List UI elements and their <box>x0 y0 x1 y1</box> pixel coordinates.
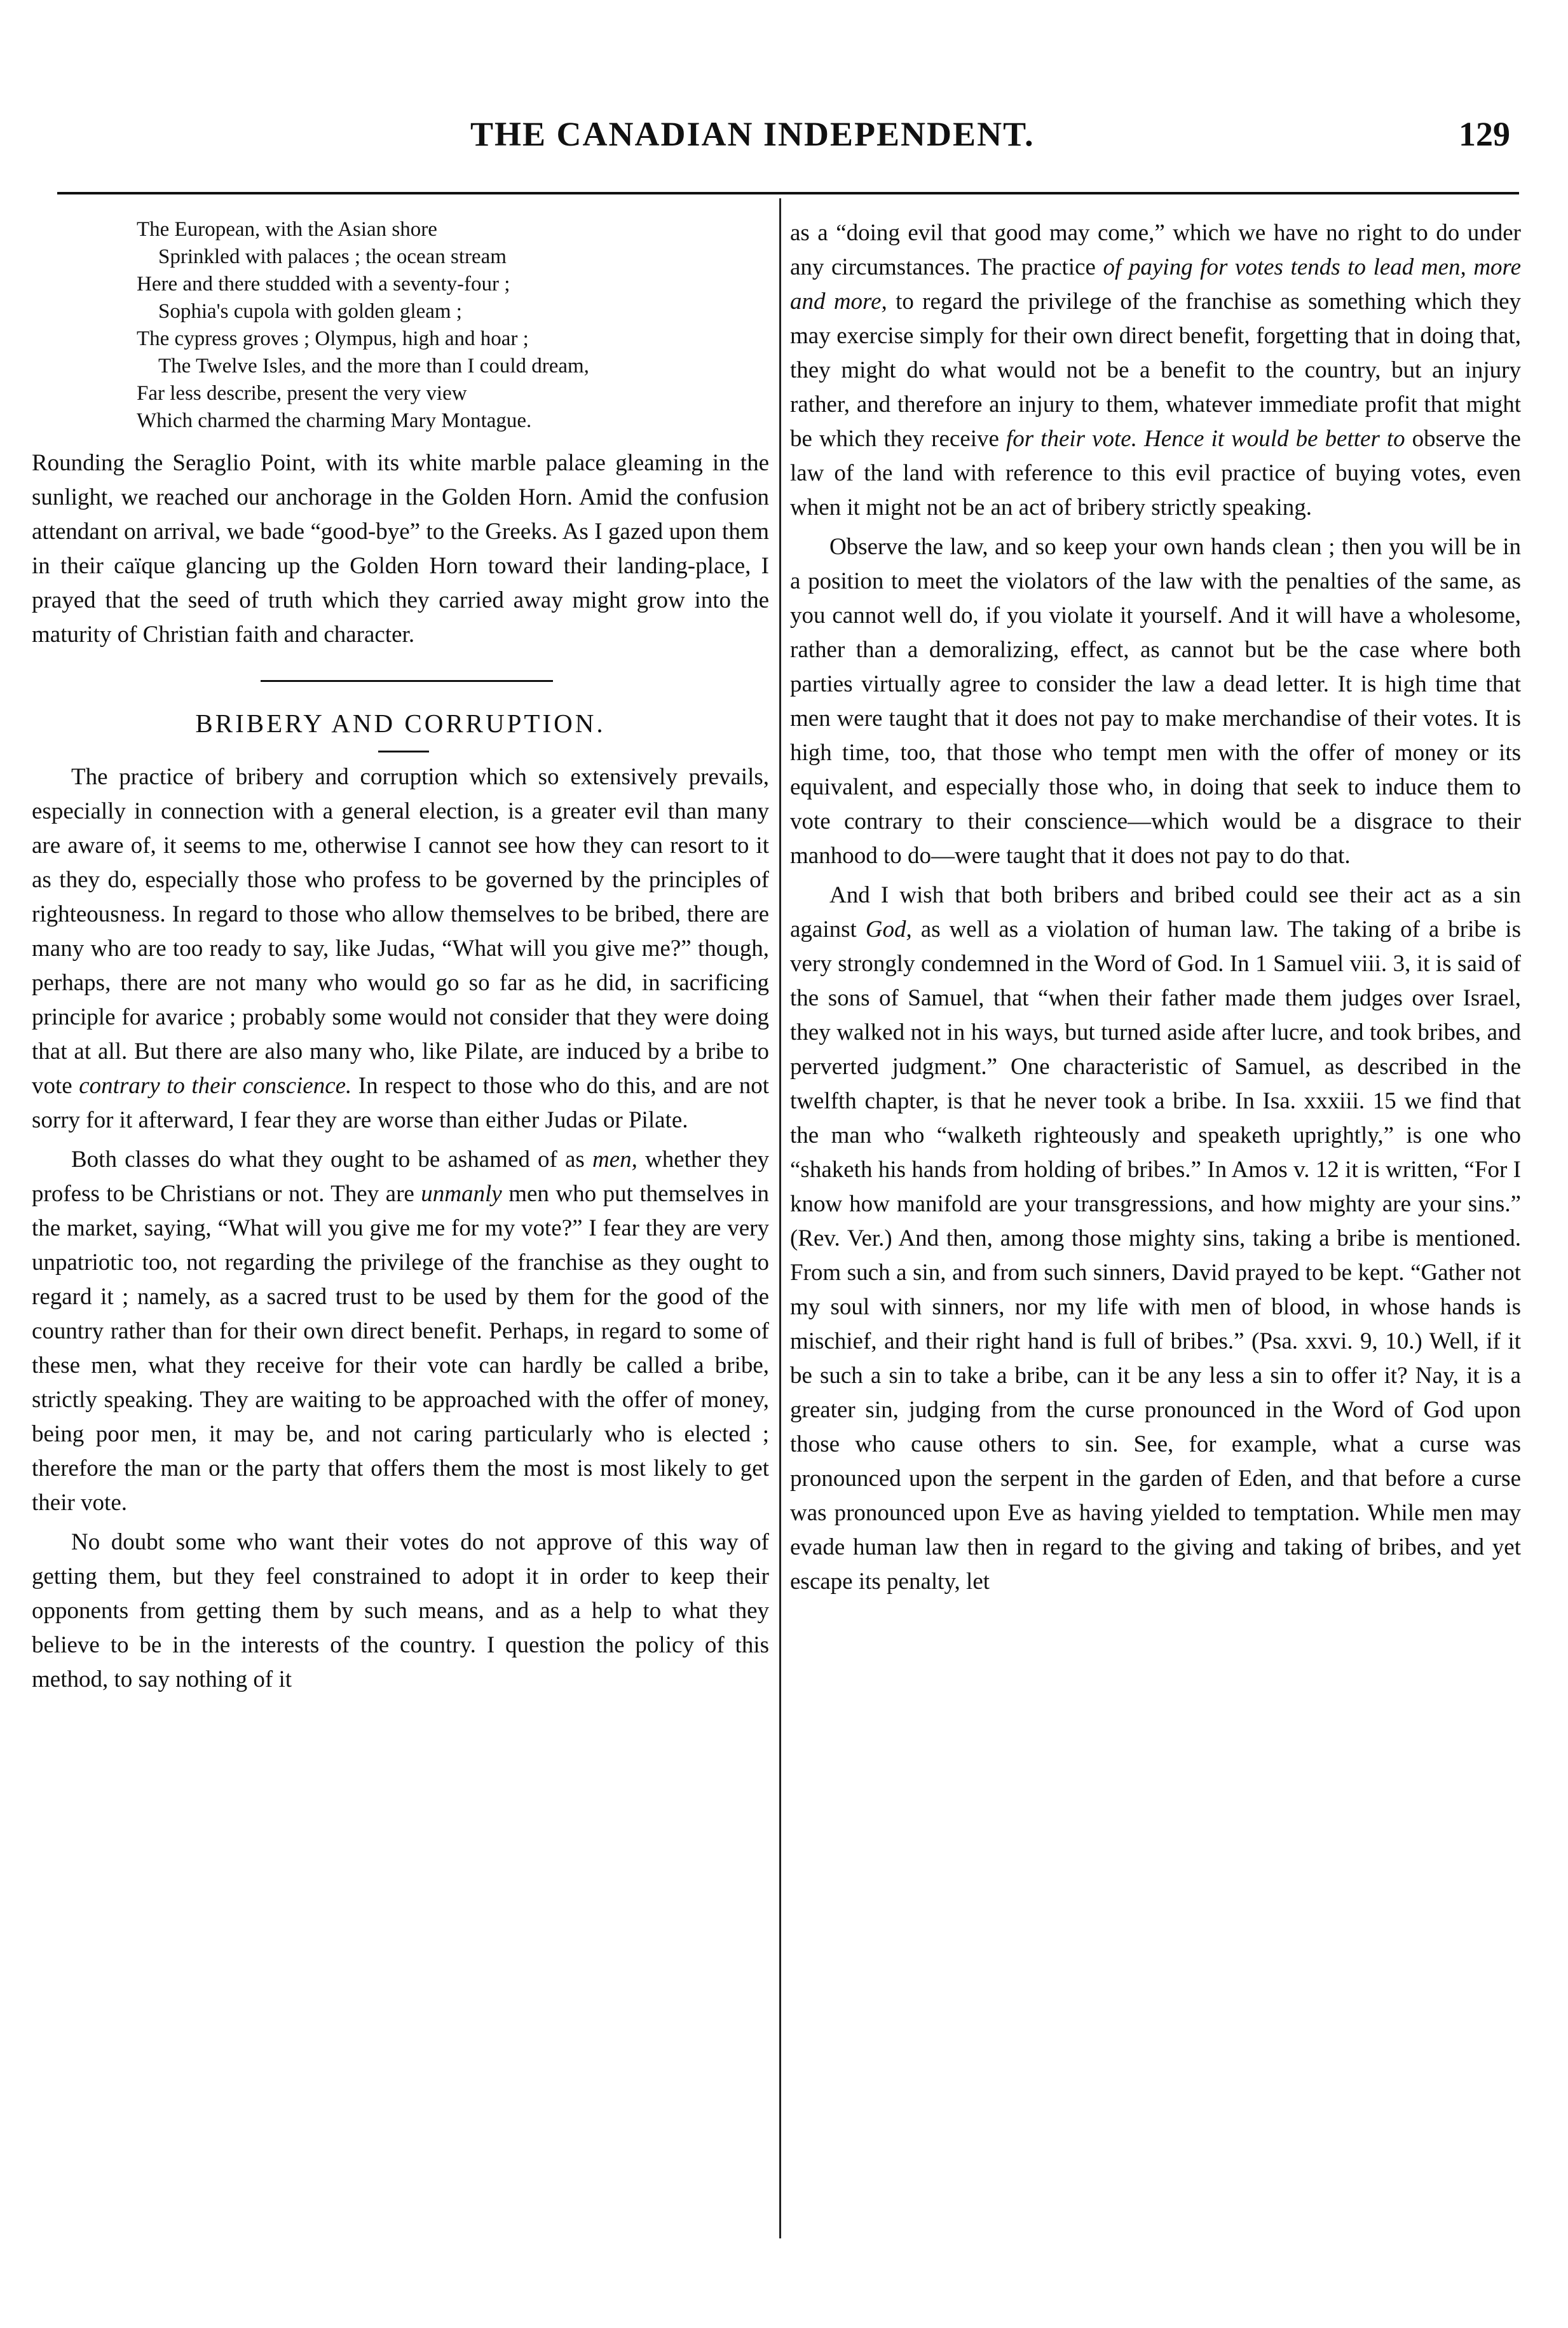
paragraph-seraglio: Rounding the Seraglio Point, with its white marble palace gleaming in the sunlight, we reached our anchorage in the Golden Horn. Amid the confusion attendant on arrival, we bade “good-bye” to the Greeks. As I gazed upon them in their caïque glancing up the Golden Horn toward their landing-place, I prayed that the seed of truth which they carried away might grow into the maturity of Christian faith and character. <box>32 450 769 648</box>
text-run: men who put themselves in the market, saying, “What will you give me for my vote?” I fear they are very unpatriotic too, not regarding the privilege of the franchise as they ought to regard it ; namely, as a sacred trust to be used by them for the good of the country rather than for their own direct benefit. Perhaps, in regard to some of these men, what they receive for their vote can hardly be called a bribe, strictly speaking. They are waiting to be approached with the offer of money, being poor men, it may be, and not caring particularly who is elected ; therefore the man or the party that offers them the most is most likely to get their vote. <box>32 1181 769 1516</box>
text-run: And I wish that both bribers and bribed could see their act as a sin against <box>790 882 1521 943</box>
right-column <box>790 216 1521 1599</box>
column-divider <box>779 198 781 2238</box>
text-run: as well as a violation of human law. The taking of a bribe is very strongly condemned in the Word of God. In 1 Samuel viii. 3, it is said of the sons of Samuel, that “when their father made them judges over Israel, they walked not in his ways, but turned aside after lucre, and took bribes, and perverted judgment.” One characteristic of Samuel, as described in the twelfth chapter, is that he never took a bribe. In Isa. xxxiii. 15 we find that the man who “walketh righteously and speaketh uprightly,” is one who “shaketh his hands from holding of bribes.” In Amos v. 12 it is written, “For I know how manifold are your transgressions, and how mighty are your sins.” (Rev. Ver.) And then, among those mighty sins, taking a bribe is mentioned. From such a sin, and from such sinners, David prayed to be kept. “Gather not my soul with sinners, nor my life with men of blood, in whose hands is mischief, and their right hand is full of bribes.” (Psa. xxvi. 9, 10.) Well, if it be such a sin to take a bribe, can it be any less a sin to offer it? Nay, it is a greater sin, judging from the curse pronounced in the Word of God upon those who cause others to sin. See, for example, what a curse was pronounced upon the serpent in the garden of Eden, and that before a curse was pronounced upon Eve as having yielded to temptation. While men may evade human law then in regard to the giving and taking of bribes, and yet escape its penalty, let <box>790 916 1521 1595</box>
emphasis-text: contrary to their conscience. <box>79 1073 352 1099</box>
emphasis-text: for their vote. Hence it would be better to <box>1006 426 1405 452</box>
text-run: observe the law of the land with reference to this evil practice of buying votes, even when it might not be an act of bribery strictly speaking. <box>790 426 1521 521</box>
poem-line: Sophia's cupola with golden gleam ; <box>158 300 462 323</box>
poem-line: The European, with the Asian shore <box>137 218 437 241</box>
poem-line: Which charmed the charming Mary Montague. <box>137 409 532 432</box>
text-run: Both classes do what they ought to be ashamed of as <box>71 1147 592 1173</box>
paragraph-doing-evil <box>790 216 1521 525</box>
poem-line: The cypress groves ; Olympus, high and hoar ; <box>137 327 529 350</box>
text-run: to regard the privilege of the franchise as something which they may exercise simply for their own direct benefit, forgetting that in doing that, they might do what would not be a benefit to the country, but an injury rather, and therefore an injury to them, whatever immediate profit that might be which they receive <box>790 289 1521 452</box>
text-run: as a “doing evil that good may come,” which we have no right to do under any circumstances. The practice <box>790 220 1521 280</box>
poem-line: Sprinkled with palaces ; the ocean stream <box>158 245 507 268</box>
text-run: The practice of bribery and corruption which so extensively prevails, especially in connection with a general election, is a greater evil than many are aware of, it seems to me, otherwise I cannot see how they can resort to it as they do, especially those who profess to be governed by the principles of righteousness. In regard to those who allow themselves to be bribed, there are many who are too ready to say, like Judas, “What will you give me?” though, perhaps, there are not many who would go so far as he did, in sacrificing principle for avarice ; probably some would not consider that they were doing that at all. But there are also many who, like Pilate, are induced by a bribe to vote <box>32 764 769 1099</box>
title-underline <box>378 751 429 752</box>
paragraph-no-doubt: No doubt some who want their votes do not approve of this way of getting them, but they feel constrained to adopt it in order to keep their opponents from getting them by such means, and as a help to what they believe to be in the interests of the country. I question the policy of this method, to say nothing of it <box>32 1529 769 1692</box>
emphasis-text: God, <box>865 916 912 943</box>
emphasis-text: of paying for votes tends to lead men, more and more, <box>790 254 1522 315</box>
text-run: whether they profess to be Christians or not. They are <box>32 1147 769 1207</box>
text-run: In respect to those who do this, and are not sorry for it afterward, I fear they are worse than either Judas or Pilate. <box>32 1073 770 1133</box>
header-rule <box>57 192 1519 194</box>
paragraph-both-classes <box>32 1143 769 1520</box>
emphasis-text: unmanly <box>421 1181 502 1207</box>
page-number: 129 <box>1459 115 1510 153</box>
poem-stanza <box>137 216 769 435</box>
left-column <box>32 216 769 1697</box>
poem-line: Here and there studded with a seventy-four ; <box>137 273 510 296</box>
paragraph-sin-against-god <box>790 878 1521 1599</box>
paragraph-observe-law: Observe the law, and so keep your own hands clean ; then you will be in a position to meet the violators of the law with the penalties of the same, as you cannot well do, if you violate it yourself. And it will have a wholesome, rather than a demoralizing, effect, as cannot but be the case where both parties virtually agree to consider the law a dead letter. It is high time that men were taught that it does not pay to make merchandise of their votes. It is high time, too, that those who tempt men with the offer of money or its equivalent, and especially those who, in doing that seek to induce them to vote contrary to their conscience—which would be a disgrace to their manhood to do—were taught that it does not pay to do that. <box>790 534 1521 869</box>
section-divider <box>261 680 553 682</box>
running-title: THE CANADIAN INDEPENDENT. <box>470 115 1035 153</box>
paragraph-bribery-practice <box>32 760 769 1138</box>
poem-line: The Twelve Isles, and the more than I could dream, <box>158 355 589 378</box>
emphasis-text: men, <box>592 1147 637 1173</box>
poem-line: Far less describe, present the very view <box>137 382 467 405</box>
page-header <box>0 114 1568 165</box>
section-title: BRIBERY AND CORRUPTION. <box>195 709 606 738</box>
